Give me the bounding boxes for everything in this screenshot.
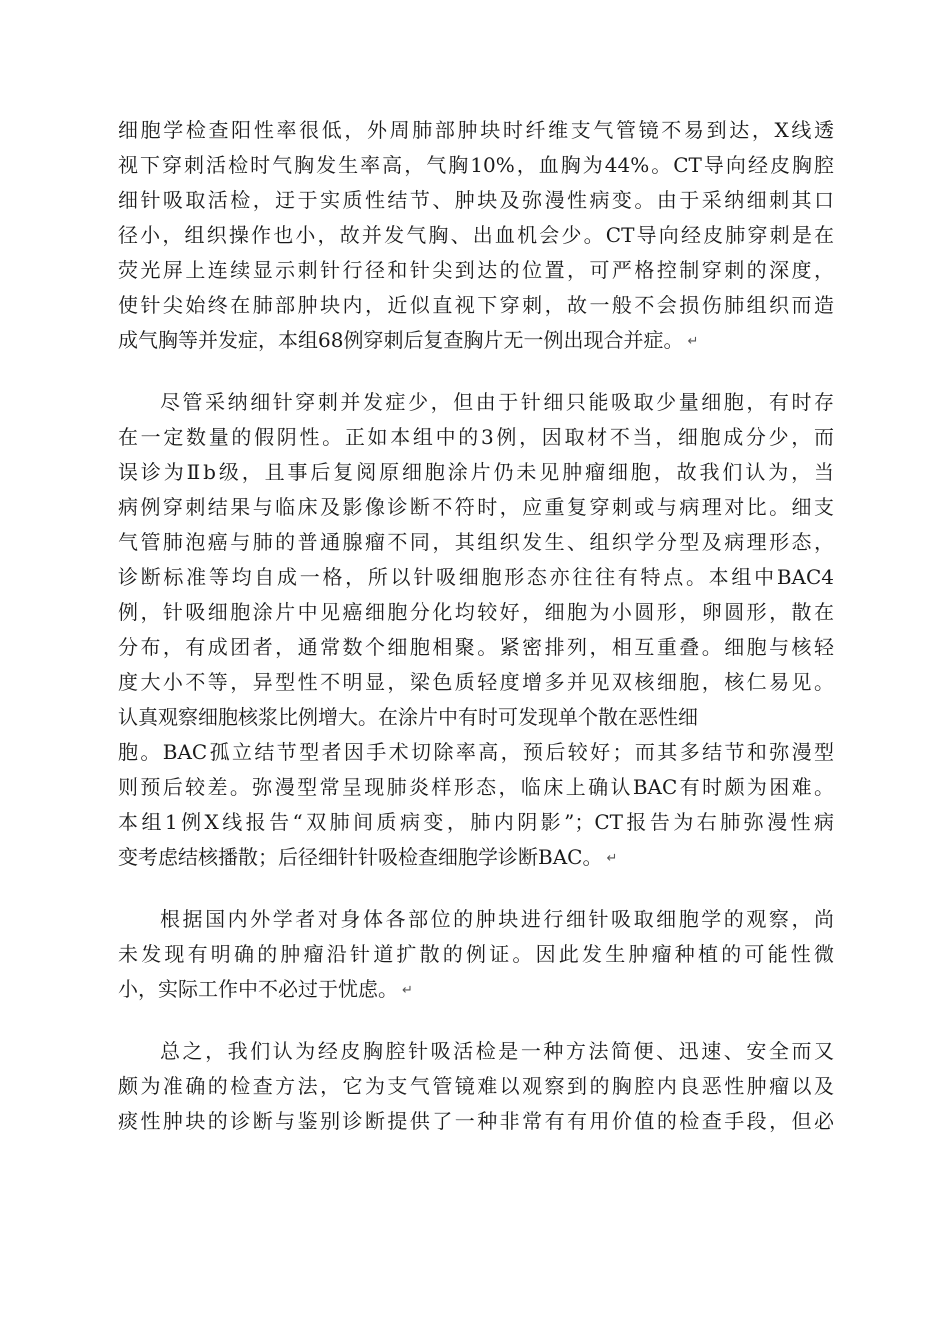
text-line: 总之，我们认为经皮胸腔针吸活检是一种方法简便、迅速、安全而又	[160, 1039, 834, 1063]
text-line: 视下穿刺活检时气胸发生率高，气胸10%，血胸为44%。CT导向经皮胸腔	[118, 153, 834, 177]
text-line: 尽管采纳细针穿刺并发症少，但由于针细只能吸取少量细胞，有时存	[160, 390, 834, 414]
text-line: 分布，有成团者，通常数个细胞相聚。紧密排列，相互重叠。细胞与核轻	[118, 635, 834, 659]
paragraph-2	[118, 385, 834, 875]
text-line: 胞。BAC孤立结节型者因手术切除率高，预后较好；而其多结节和弥漫型	[118, 740, 834, 764]
text-line: 例，针吸细胞涂片中见癌细胞分化均较好，细胞为小圆形，卵圆形，散在	[118, 600, 834, 624]
text-line: 本组1例X线报告“双肺间质病变，肺内阴影”；CT报告为右肺弥漫性病	[118, 810, 834, 834]
text-line: 径小，组织操作也小，故并发气胸、出血机会少。CT导向经皮肺穿刺是在	[118, 223, 834, 247]
text-line-content: 变考虑结核播散；后径细针针吸检查细胞学诊断BAC。	[118, 845, 603, 869]
paragraph-mark-icon: ↵	[606, 851, 618, 866]
text-line: 未发现有明确的肿瘤沿针道扩散的例证。因此发生肿瘤种植的可能性微	[118, 942, 834, 966]
text-line: 诊断标准等均自成一格，所以针吸细胞形态亦往往有特点。本组中BAC4	[118, 565, 834, 589]
text-line: 认真观察细胞核浆比例增大。在涂片中有时可发现单个散在恶性细	[118, 705, 698, 729]
text-line: 病例穿刺结果与临床及影像诊断不符时，应重复穿刺或与病理对比。细支	[118, 495, 834, 519]
text-line-content: 小，实际工作中不必过于忧虑。	[118, 977, 398, 1001]
text-line: 细针吸取活检，迂于实质性结节、肿块及弥漫性病变。由于采纳细刺其口	[118, 188, 834, 212]
text-line: 在一定数量的假阴性。正如本组中的3例，因取材不当，细胞成分少，而	[118, 425, 834, 449]
paragraph-1	[118, 113, 834, 358]
text-line-last	[118, 972, 834, 1007]
paragraph-mark-icon: ↵	[687, 334, 699, 349]
paragraph-4	[118, 1034, 834, 1139]
text-line: 痰性肿块的诊断与鉴别诊断提供了一种非常有有用价值的检查手段，但必	[118, 1109, 834, 1133]
text-line-last	[118, 323, 834, 358]
text-line: 则预后较差。弥漫型常呈现肺炎样形态，临床上确认BAC有时颇为困难。	[118, 775, 834, 799]
text-line: 气管肺泡癌与肺的普通腺瘤不同，其组织发生、组织学分型及病理形态，	[118, 530, 834, 554]
text-line: 根据国内外学者对身体各部位的肿块进行细针吸取细胞学的观察，尚	[160, 907, 834, 931]
paragraph-mark-icon: ↵	[402, 983, 413, 998]
text-line: 细胞学检查阳性率很低，外周肺部肿块时纤维支气管镜不易到达，X线透	[118, 118, 834, 142]
text-line: 颇为准确的检查方法，它为支气管镜难以观察到的胸腔内良恶性肿瘤以及	[118, 1074, 834, 1098]
text-line: 度大小不等，异型性不明显，梁色质轻度增多并见双核细胞，核仁易见。	[118, 670, 834, 694]
text-line-last	[118, 840, 834, 875]
text-line: 使针尖始终在肺部肿块内，近似直视下穿刺，故一般不会损伤肺组织而造	[118, 293, 834, 317]
text-line: 荧光屏上连续显示刺针行径和针尖到达的位置，可严格控制穿刺的深度，	[118, 258, 834, 282]
text-line-content: 成气胸等并发症，本组68例穿刺后复查胸片无一例出现合并症。	[118, 328, 684, 352]
document-page	[118, 113, 834, 1166]
paragraph-3	[118, 902, 834, 1007]
text-line: 误诊为Ⅱb级，且事后复阅原细胞涂片仍未见肿瘤细胞，故我们认为，当	[118, 460, 834, 484]
